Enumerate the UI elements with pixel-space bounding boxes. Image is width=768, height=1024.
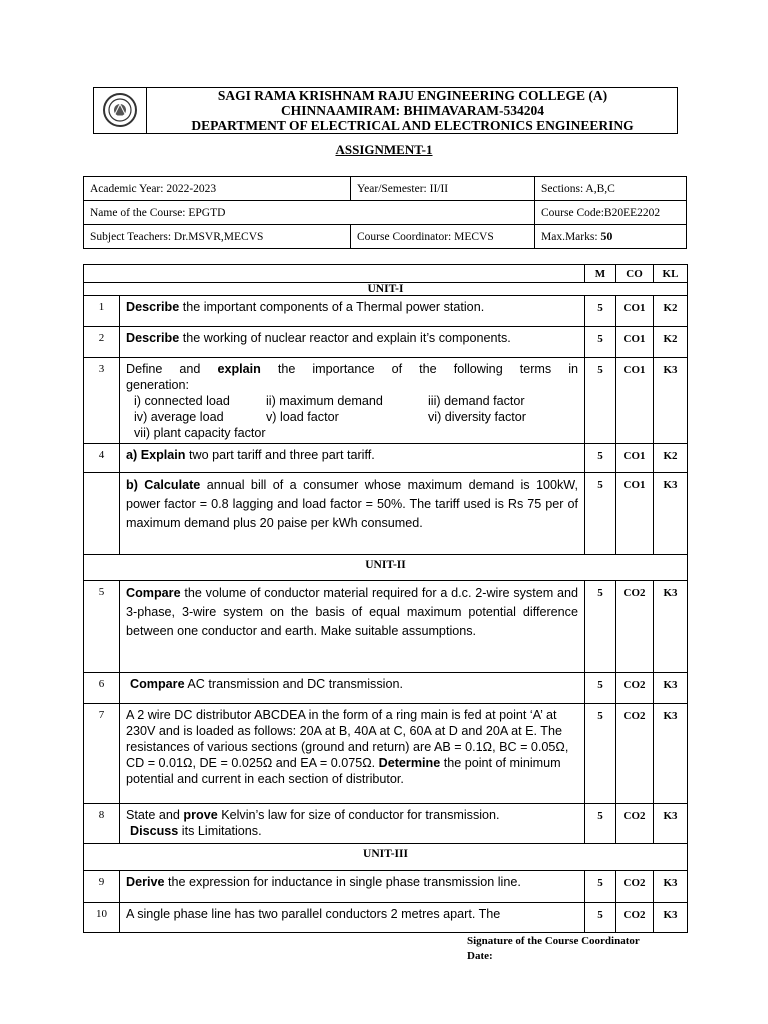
question-marks: 5 (585, 581, 616, 673)
unit-heading: UNIT-I (84, 283, 688, 296)
subject-teachers: Subject Teachers: Dr.MSVR,MECVS (84, 225, 351, 249)
signature-label: Signature of the Course Coordinator (467, 935, 640, 947)
max-marks-value: 50 (600, 229, 613, 243)
question-co: CO2 (616, 704, 654, 804)
question-co: CO2 (616, 903, 654, 933)
question-number: 1 (84, 296, 120, 327)
question-kl: K3 (654, 903, 688, 933)
signature-block (467, 934, 640, 964)
question-number: 5 (84, 581, 120, 673)
term-option: v) load factor (266, 410, 339, 424)
question-co: CO1 (616, 358, 654, 444)
question-text: Describe the working of nuclear reactor and explain it’s components. (120, 327, 585, 358)
question-marks: 5 (585, 871, 616, 903)
question-co: CO1 (616, 473, 654, 555)
question-text: Derive the expression for inductance in single phase transmission line. (120, 871, 585, 903)
term-list (126, 393, 578, 441)
question-number: 6 (84, 673, 120, 704)
question-marks: 5 (585, 473, 616, 555)
department-name: DEPARTMENT OF ELECTRICAL AND ELECTRONICS ENGINEERING (191, 118, 634, 133)
college-address: CHINNAAMIRAM: BHIMAVARAM-534204 (280, 103, 545, 118)
course-code: Course Code:B20EE2202 (535, 201, 687, 225)
signature-date: Date: (467, 950, 493, 962)
question-co: CO2 (616, 673, 654, 704)
year-semester: Year/Semester: II/II (351, 177, 535, 201)
question-text: Compare the volume of conductor material required for a d.c. 2-wire system and 3-phase, 3-wire system on the basis of equal maximum potential difference between one conductor and earth. Make suitable assumptions. (120, 581, 585, 673)
question-row (84, 473, 688, 555)
course-coordinator: Course Coordinator: MECVS (351, 225, 535, 249)
question-text: a) Explain two part tariff and three part tariff. (120, 444, 585, 473)
question-number: 8 (84, 804, 120, 844)
question-marks: 5 (585, 296, 616, 327)
academic-year: Academic Year: 2022-2023 (84, 177, 351, 201)
max-marks: Max.Marks: 50 (535, 225, 687, 249)
college-logo (94, 88, 147, 133)
questions-table (83, 264, 688, 933)
unit-heading: UNIT-III (84, 844, 688, 871)
question-row (84, 903, 688, 933)
question-text: Describe the important components of a Thermal power station. (120, 296, 585, 327)
question-number: 3 (84, 358, 120, 444)
question-kl: K3 (654, 581, 688, 673)
column-header-co: CO (616, 265, 654, 283)
question-number: 4 (84, 444, 120, 473)
question-co: CO1 (616, 296, 654, 327)
question-kl: K3 (654, 358, 688, 444)
question-marks: 5 (585, 444, 616, 473)
question-kl: K2 (654, 296, 688, 327)
term-option: ii) maximum demand (266, 394, 383, 408)
term-option: vi) diversity factor (428, 410, 526, 424)
question-marks: 5 (585, 903, 616, 933)
assignment-title: ASSIGNMENT-1 (335, 142, 433, 157)
course-info-table (83, 176, 687, 249)
question-number: 10 (84, 903, 120, 933)
question-co: CO2 (616, 804, 654, 844)
question-kl: K2 (654, 444, 688, 473)
column-header-m: M (585, 265, 616, 283)
term-option: i) connected load (134, 394, 230, 408)
question-text: b) Calculate annual bill of a consumer whose maximum demand is 100kW, power factor = 0.8 lagging and load factor = 50%. The tariff used is Rs 75 per of maximum demand plus 20 paise per kWh consumed. (120, 473, 585, 555)
column-header-kl: KL (654, 265, 688, 283)
question-co: CO1 (616, 327, 654, 358)
question-number: 2 (84, 327, 120, 358)
question-number (84, 473, 120, 555)
question-co: CO2 (616, 871, 654, 903)
college-seal-icon (102, 92, 138, 128)
question-kl: K3 (654, 704, 688, 804)
question-marks: 5 (585, 358, 616, 444)
question-row (84, 871, 688, 903)
question-kl: K3 (654, 804, 688, 844)
question-kl: K3 (654, 871, 688, 903)
question-number: 7 (84, 704, 120, 804)
question-row (84, 444, 688, 473)
question-text: Compare AC transmission and DC transmission. (120, 673, 585, 704)
question-text: Define and explain the importance of the following terms in generation: i) connected load ii) maximum demand iii) demand factor iv) average load v) load factor vi) diversity factor vii) plant capacity factor (120, 358, 585, 444)
sections: Sections: A,B,C (535, 177, 687, 201)
question-row (84, 296, 688, 327)
question-kl: K2 (654, 327, 688, 358)
question-text: State and prove Kelvin’s law for size of conductor for transmission. Discuss its Limitations. (120, 804, 585, 844)
question-marks: 5 (585, 704, 616, 804)
question-text: A single phase line has two parallel conductors 2 metres apart. The (120, 903, 585, 933)
term-option: vii) plant capacity factor (134, 426, 266, 440)
column-header-blank (84, 265, 585, 283)
question-number: 9 (84, 871, 120, 903)
question-row (84, 804, 688, 844)
term-option: iii) demand factor (428, 394, 525, 408)
term-option: iv) average load (134, 410, 224, 424)
question-marks: 5 (585, 327, 616, 358)
college-header (93, 87, 678, 134)
question-kl: K3 (654, 473, 688, 555)
course-name: Name of the Course: EPGTD (84, 201, 535, 225)
question-marks: 5 (585, 673, 616, 704)
college-name: SAGI RAMA KRISHNAM RAJU ENGINEERING COLLEGE (A) (217, 88, 608, 103)
question-marks: 5 (585, 804, 616, 844)
question-kl: K3 (654, 673, 688, 704)
question-row (84, 673, 688, 704)
question-row (84, 581, 688, 673)
unit-heading: UNIT-II (84, 555, 688, 581)
question-co: CO2 (616, 581, 654, 673)
question-row (84, 358, 688, 444)
question-text: A 2 wire DC distributor ABCDEA in the form of a ring main is fed at point ‘A’ at 230V and is loaded as follows: 20A at B, 40A at C, 60A at D and 20A at E. The resistances of various sections (ground and return) are AB = 0.1Ω, BC = 0.05Ω, CD = 0.01Ω, DE = 0.025Ω and EA = 0.075Ω. Determine the point of minimum potential and current in each section of distributor. (120, 704, 585, 804)
question-row (84, 327, 688, 358)
question-row (84, 704, 688, 804)
question-co: CO1 (616, 444, 654, 473)
